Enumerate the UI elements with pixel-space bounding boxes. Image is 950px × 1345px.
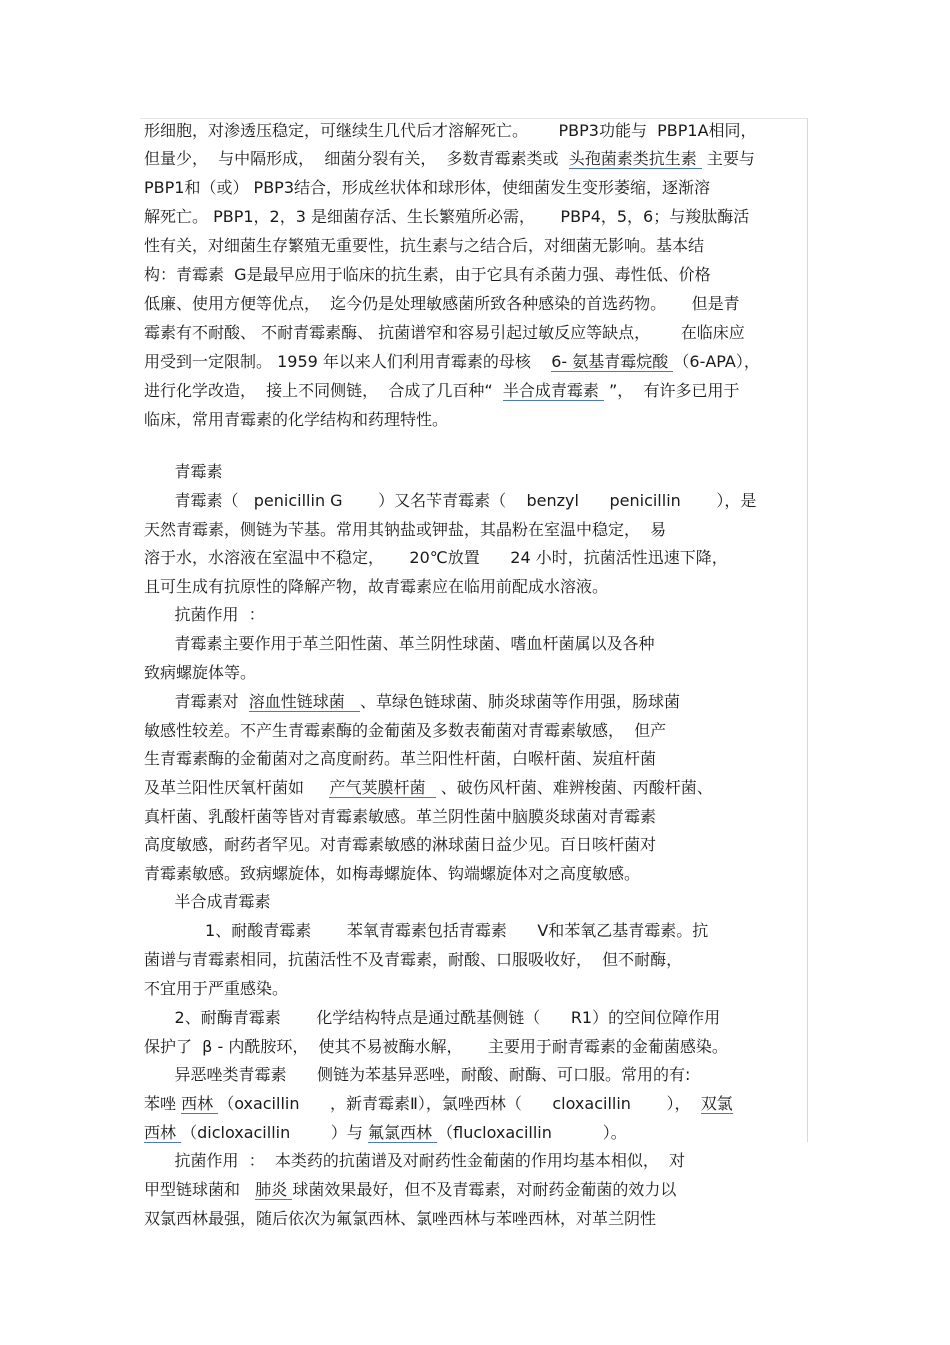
text-line: 双氯西林最强，随后依次为氟氯西林、氯唑西林与苯唑西林，对革兰阴性 bbox=[144, 1209, 657, 1228]
text-line: 青霉素主要作用于革兰阳性菌、革兰阴性球菌、嗜血杆菌属以及各种 bbox=[144, 634, 655, 653]
text-segment: 进行化学改造， 接上不同侧链， 合成了几百种“ bbox=[144, 381, 503, 400]
text-line: 天然青霉素，侧链为苄基。常用其钠盐或钾盐，其晶粉在室温中稳定， 易 bbox=[144, 520, 667, 539]
term-link[interactable]: 半合成青霉素 bbox=[502, 381, 604, 400]
text-segment: （dicloxacillin ）与 bbox=[181, 1123, 369, 1142]
text-segment: （6-APA）， bbox=[673, 352, 760, 371]
text-segment: 甲型链球菌和 bbox=[144, 1180, 256, 1199]
text-line: 抗菌作用 ： 本类药的抗菌谱及对耐药性金葡菌的作用均基本相似， 对 bbox=[144, 1151, 686, 1170]
text-segment: 主要与 bbox=[701, 149, 755, 168]
term-link[interactable]: 西林 bbox=[144, 1123, 182, 1142]
text-line: 异恶唑类青霉素 侧链为苯基异恶唑，耐酸、耐酶、可口服。常用的有: bbox=[144, 1065, 691, 1084]
text-line: 青霉素（ penicillin G ）又名苄青霉素（ benzyl penicillin ），是 bbox=[144, 491, 757, 510]
text-line: 青霉素敏感。致病螺旋体，如梅毒螺旋体、钩端螺旋体对之高度敏感。 bbox=[144, 864, 641, 883]
text-line: 低廉、使用方便等优点， 迄今仍是处理敏感菌所致各种感染的首选药物。 但是青 bbox=[144, 294, 740, 313]
text-line bbox=[144, 351, 760, 373]
text-segment: 用受到一定限制。 1959 年以来人们利用青霉素的母核 bbox=[144, 352, 552, 371]
text-line bbox=[144, 1179, 676, 1201]
text-line bbox=[144, 380, 739, 402]
text-line: 半合成青霉素 bbox=[144, 892, 271, 911]
term-link[interactable]: 双氯 bbox=[700, 1094, 733, 1113]
text-line: 且可生成有抗原性的降解产物，故青霉素应在临用前配成水溶液。 bbox=[144, 577, 609, 596]
text-segment: （oxacillin ，新青霉素Ⅱ），氯唑西林（ cloxacillin ）， bbox=[218, 1094, 701, 1113]
text-segment: ”， 有许多已用于 bbox=[603, 381, 740, 400]
text-line: 构：青霉素 G是最早应用于临床的抗生素，由于它具有杀菌力强、毒性低、价格 bbox=[144, 265, 711, 284]
text-line: 1、耐酸青霉素 苯氧青霉素包括青霉素 V和苯氧乙基青霉素。抗 bbox=[144, 921, 709, 940]
text-line bbox=[144, 1122, 627, 1144]
term-link[interactable]: 产气荚膜杆菌 bbox=[329, 778, 436, 797]
text-line: 2、耐酶青霉素 化学结构特点是通过酰基侧链（ R1）的空间位障作用 bbox=[144, 1008, 721, 1027]
text-line: 形细胞，对渗透压稳定，可继续生几代后才溶解死亡。 PBP3功能与 PBP1A相同， bbox=[144, 121, 757, 140]
text-line bbox=[144, 691, 680, 713]
text-line: 菌谱与青霉素相同，抗菌活性不及青霉素，耐酸、口服吸收好， 但不耐酶， bbox=[144, 950, 683, 969]
text-line: 高度敏感，耐药者罕见。对青霉素敏感的淋球菌日益少见。百日咳杆菌对 bbox=[144, 835, 657, 854]
term-link[interactable]: 肺炎 bbox=[255, 1180, 293, 1199]
text-line: 致病螺旋体等。 bbox=[144, 663, 257, 682]
text-line: 性有关，对细菌生存繁殖无重要性，抗生素与之结合后，对细菌无影响。基本结 bbox=[144, 236, 705, 255]
text-segment: （flucloxacillin ）。 bbox=[437, 1123, 627, 1142]
text-line: 解死亡。 PBP1，2，3 是细菌存活、生长繁殖所必需， PBP4，5，6；与羧肽酶活 bbox=[144, 207, 750, 226]
text-line: 保护了 β - 内酰胺环， 使其不易被酶水解， 主要用于耐青霉素的金葡菌感染。 bbox=[144, 1037, 728, 1056]
text-segment: 、草绿色链球菌、肺炎球菌等作用强，肠球菌 bbox=[359, 692, 680, 711]
text-line: 抗菌作用 ： bbox=[144, 605, 265, 624]
text-segment: 青霉素对 bbox=[144, 692, 249, 711]
term-link[interactable]: 6- 氨基青霉烷酸 bbox=[551, 352, 674, 371]
term-link[interactable]: 西林 bbox=[181, 1094, 219, 1113]
text-segment: 但量少， 与中隔形成， 细菌分裂有关， 多数青霉素类或 bbox=[144, 149, 569, 168]
text-line: PBP1和（或） PBP3结合，形成丝状体和球形体，使细菌发生变形萎缩，逐渐溶 bbox=[144, 178, 710, 197]
text-segment: 球菌效果最好，但不及青霉素，对耐药金葡菌的效力以 bbox=[292, 1180, 677, 1199]
text-line: 不宜用于严重感染。 bbox=[144, 979, 289, 998]
text-line: 生青霉素酶的金葡菌对之高度耐药。革兰阳性杆菌，白喉杆菌、炭疽杆菌 bbox=[144, 749, 657, 768]
text-line bbox=[144, 1093, 733, 1115]
text-line: 敏感性较差。不产生青霉素酶的金葡菌及多数表葡菌对青霉素敏感， 但产 bbox=[144, 721, 667, 740]
text-line: 溶于水，水溶液在室温中不稳定， 20℃放置 24 小时，抗菌活性迅速下降， bbox=[144, 548, 728, 567]
term-link[interactable]: 溶血性链球菌 bbox=[248, 692, 360, 711]
text-line: 霉素有不耐酸、 不耐青霉素酶、 抗菌谱窄和容易引起过敏反应等缺点， 在临床应 bbox=[144, 323, 745, 342]
text-line: 临床，常用青霉素的化学结构和药理特性。 bbox=[144, 410, 449, 429]
text-line bbox=[144, 148, 755, 170]
text-segment: 苯唑 bbox=[144, 1094, 182, 1113]
text-line bbox=[144, 777, 713, 799]
term-link[interactable]: 氟氯西林 bbox=[368, 1123, 438, 1142]
text-line: 青霉素 bbox=[144, 462, 223, 481]
term-link[interactable]: 头孢菌素类抗生素 bbox=[568, 149, 702, 168]
text-segment: 、破伤风杆菌、难辨梭菌、丙酸杆菌、 bbox=[435, 778, 713, 797]
text-line: 真杆菌、乳酸杆菌等皆对青霉素敏感。革兰阴性菌中脑膜炎球菌对青霉素 bbox=[144, 807, 657, 826]
text-segment: 及革兰阳性厌氧杆菌如 bbox=[144, 778, 330, 797]
